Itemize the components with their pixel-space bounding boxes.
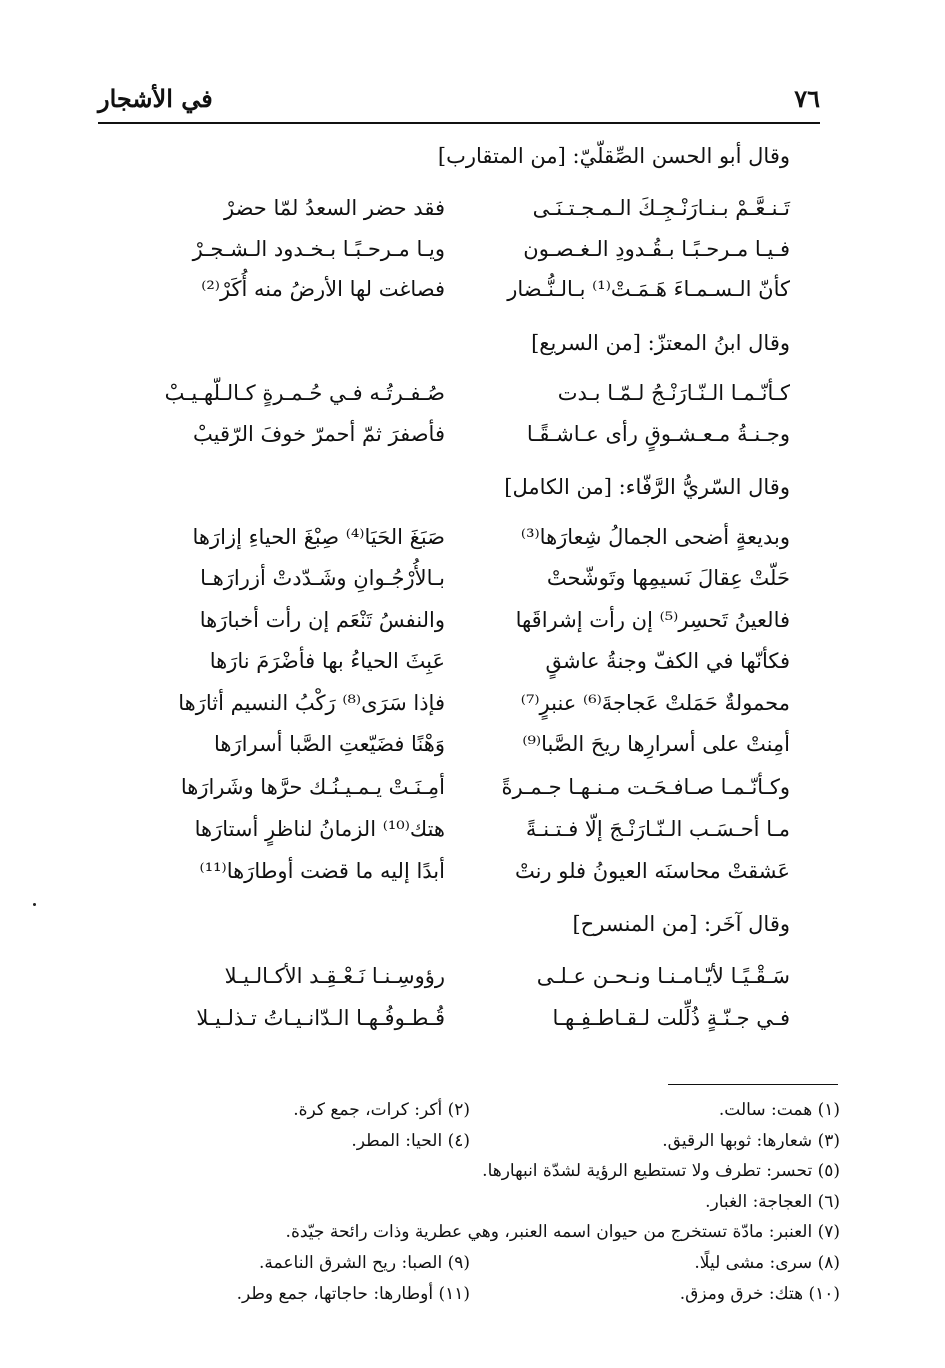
verse-hemistich-first: سَـقْـيًـا لأيّـامـنـا ونـحـن عـلـى xyxy=(536,964,790,988)
verse-hemistich-second: بـالأُرْجُـوانِ وشَـدّدتْ أزرارَهـا xyxy=(200,566,445,590)
verse-hemistich-first: حَلّتْ عِقالَ نَسيمِها وتَوشّحتْ xyxy=(546,566,790,590)
verse-hemistich-second: فقد حضر السعدُ لمّا حضرْ xyxy=(223,196,445,220)
section-intro: وقال آخَر: [من المنسرح] xyxy=(572,912,790,936)
verse-hemistich-second: وَهْنًا فضَيّعتِ الصَّبا أسرارَها xyxy=(214,732,445,756)
scan-speck xyxy=(33,903,36,906)
footnote: (٢) أكر: كرات، جمع كرة. xyxy=(293,1100,470,1120)
verse-hemistich-first: أمِنتْ على أسرارِها ريحَ الصَّبا⁽⁹⁾ xyxy=(522,732,790,756)
verse-line xyxy=(150,196,790,236)
verse-hemistich-first: وبديعةٍ أضحى الجمالُ شِعارَها⁽³⁾ xyxy=(520,525,790,549)
footnote-rule xyxy=(668,1084,838,1085)
verse-hemistich-second: أمِـنَـتْ يـمـيـنُـك حرَّها وشَرارَها xyxy=(180,775,445,799)
verse-hemistich-second: فصاغت لها الأرضُ منه أُكَرْ⁽²⁾ xyxy=(201,277,445,301)
section-intro: وقال أبو الحسن الصِّقلّيّ: [من المتقارب] xyxy=(437,144,790,168)
running-title: في الأشجار xyxy=(98,84,213,113)
section-intro: وقال السّريُّ الرَّفّاء: [من الكامل] xyxy=(504,475,790,499)
verse-line xyxy=(150,525,790,565)
verse-hemistich-first: كـأنّـمـا الـنّـارَنْـجُ لـمّـا بـدت xyxy=(557,381,790,405)
verse-hemistich-second: رؤوسِـنـا نَـعْـقِـد الأكـالـيـلا xyxy=(224,964,445,988)
verse-line xyxy=(150,691,790,731)
verse-line xyxy=(150,859,790,899)
verse-line xyxy=(150,817,790,857)
verse-hemistich-second: هتك⁽¹⁰⁾ الزمانُ لناظرٍ أستارَها xyxy=(194,817,445,841)
footnote: (٨) سرى: مشى ليلًا. xyxy=(694,1253,840,1273)
verse-hemistich-first: وجـنـةُ مـعـشـوقٍ رأى عـاشـقًـا xyxy=(526,422,790,446)
footnote: (٧) العنبر: مادّة تستخرج من حيوان اسمه العنبر، وهي عطرية وذات رائحة جيّدة. xyxy=(285,1222,840,1242)
verse-hemistich-first: فالعينُ تَحسِر⁽⁵⁾ إن رأت إشراقَها xyxy=(515,608,790,632)
verse-line xyxy=(150,277,790,317)
verse-hemistich-second: فإذا سَرَى⁽⁸⁾ رَكْبُ النسيم أثارَها xyxy=(178,691,445,715)
verse-line xyxy=(150,608,790,648)
footnote: (١٠) هتك: خرق ومزق. xyxy=(679,1284,840,1304)
section-intro: وقال ابنُ المعتزّ: [من السريع] xyxy=(531,331,790,355)
verse-hemistich-second: ويـا مـرحـبًـا بـخـدود الـشـجـرْ xyxy=(192,237,445,261)
footnote: (٥) تحسر: تطرف ولا تستطيع الرؤية لشدّة انبهارها. xyxy=(482,1161,840,1181)
verse-line xyxy=(150,732,790,772)
footnote: (٣) شعارها: ثوبها الرقيق. xyxy=(662,1131,840,1151)
verse-hemistich-second: صَبَغَ الحَيَا⁽⁴⁾ صِبْغَ الحياءِ إزارَها xyxy=(192,525,445,549)
footnote: (١) همت: سالت. xyxy=(718,1100,840,1120)
page-number: ٧٦ xyxy=(794,84,820,113)
verse-hemistich-first: فـيـا مـرحـبًـا بـقُـدودِ الـغـصـون xyxy=(523,237,790,261)
verse-hemistich-first: مـا أحـسَـب الـنّـارَنْـجَ إلّا فـتـنـةً xyxy=(525,817,790,841)
verse-hemistich-first: فـي جـنّـةٍ ذُلِّلت لـقـاطـفِـهـا xyxy=(552,1006,790,1030)
verse-line xyxy=(150,964,790,1004)
page-header xyxy=(98,84,820,120)
verse-line xyxy=(150,566,790,606)
verse-line xyxy=(150,381,790,421)
footnote: (٩) الصبا: ريح الشرق الناعمة. xyxy=(259,1253,470,1273)
verse-line xyxy=(150,775,790,815)
verse-hemistich-second: فأصفرَ ثمّ أحمرّ خوفَ الرّقيبْ xyxy=(193,422,445,446)
verse-line xyxy=(150,237,790,277)
verse-line xyxy=(150,422,790,462)
verse-hemistich-first: فكأنّها في الكفّ وجنةُ عاشقٍ xyxy=(545,649,790,673)
verse-line xyxy=(150,1006,790,1046)
header-rule xyxy=(98,122,820,124)
verse-hemistich-first: عَشقتْ محاسنَه العيونُ فلو رنتْ xyxy=(514,859,790,883)
verse-hemistich-first: كأنّ الـسـمـاءَ هَـمَـتْ⁽¹⁾ بـالـنُّـضار xyxy=(507,277,790,301)
verse-hemistich-second: صُـفـرتُـه فـي حُـمـرةٍ كـالـلّهـيـبْ xyxy=(164,381,445,405)
verse-hemistich-first: وكـأنّـمـا صـافـحَـت مـنـهـا جـمـرةً xyxy=(501,775,790,799)
footnote: (١١) أوطارها: حاجاتها، جمع وطر. xyxy=(236,1284,470,1304)
verse-hemistich-second: والنفسُ تَنْعَم إن رأت أخبارَها xyxy=(199,608,445,632)
verse-hemistich-first: تَـنـعَّـمْ بـنـارَنْـجِـكَ الـمـجـتـنَـى xyxy=(532,196,790,220)
verse-line xyxy=(150,649,790,689)
verse-hemistich-second: أبدًا إليه ما قضت أوطارَها⁽¹¹⁾ xyxy=(199,859,445,883)
verse-hemistich-second: قُـطـوفُـهـا الـدّانـيـاتُ تـذلـيـلا xyxy=(196,1006,445,1030)
verse-hemistich-second: عَبِثَ الحياءُ بها فأضْرَمَ نارَها xyxy=(209,649,445,673)
footnote: (٦) العجاجة: الغبار. xyxy=(705,1192,840,1212)
verse-hemistich-first: محمولةٌ حَمَلتْ عَجاجةَ⁽⁶⁾ عنبرٍ⁽⁷⁾ xyxy=(520,691,790,715)
footnote: (٤) الحيا: المطر. xyxy=(351,1131,470,1151)
